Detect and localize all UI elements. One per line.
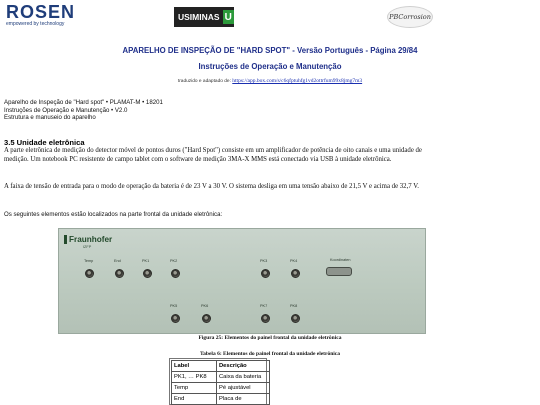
front-panel-table	[171, 360, 270, 405]
label-temp: Temp	[84, 259, 94, 263]
page-title: APARELHO DE INSPEÇÃO DE "HARD SPOT" - Versão Português - Página 29/84	[122, 46, 418, 55]
table-cell-description: Caixa da bateria	[217, 372, 270, 383]
translation-credit	[0, 78, 540, 84]
connector-pk8	[291, 314, 300, 323]
paragraph-front-elements: Os seguintes elementos estão localizados na parte frontal da unidade eletrônica:	[4, 211, 223, 218]
pbcorrosion-logo	[387, 6, 433, 28]
figure-caption: Figura 25: Elementos do painel frontal da unidade eletrônica	[198, 335, 342, 341]
document-meta	[4, 99, 163, 122]
connector-end	[115, 269, 124, 278]
front-panel-figure	[58, 228, 426, 334]
table-cell-label: End	[172, 394, 217, 405]
connector-pk2	[171, 269, 180, 278]
fraunhofer-sub-text: IZFP	[83, 245, 92, 249]
table-caption: Tabela 6: Elementos do painel frontal da unidade eletrônica	[200, 351, 340, 357]
credit-prefix: traduzido e adaptado de:	[177, 79, 231, 84]
page-subtitle: Instruções de Operação e Manutenção	[198, 62, 342, 71]
connector-pk6	[202, 314, 211, 323]
meta-line-device: Aparelho de Inspeção de "Hard spot" • PLAMAT-M • 18201	[4, 99, 163, 106]
paragraph-voltage: A faixa de tensão de entrada para o modo de operação da bateria é de 23 V a 30 V. O sistema desliga em uma tensão abaixo de 21,5 V e acima de 32,7 V.	[4, 183, 419, 190]
fraunhofer-mark-icon	[64, 235, 67, 244]
koordinaten-dsub-connector	[326, 267, 352, 276]
label-pk2: PK2	[170, 259, 178, 263]
label-pk1: PK1	[142, 259, 150, 263]
rosen-logo-text: ROSEN	[6, 2, 76, 22]
meta-line-manual: Instruções de Operação e Manutenção • V2.0	[4, 106, 128, 114]
connector-pk4	[291, 269, 300, 278]
table-cell-description: Pé ajustável	[217, 383, 270, 394]
label-end: End	[114, 259, 121, 263]
label-koordinaten: Koordinaten	[330, 258, 351, 262]
table-header-description: Descrição	[217, 361, 270, 372]
label-pk4: PK4	[290, 259, 298, 263]
table-cell-description: Placa de	[217, 394, 270, 405]
usiminas-logo	[174, 7, 234, 27]
rosen-logo	[6, 3, 75, 27]
fraunhofer-logo-text: Fraunhofer	[69, 235, 113, 244]
label-pk7: PK7	[260, 304, 268, 308]
table-row	[172, 394, 270, 405]
paragraph-electronics: A parte eletrônica de medição do detector móvel de pontos duros ("Hard Spot") consiste em um amplificador de potência de oito canais e uma unidade de medição. Um notebook PC resistente de campo tablet com o software de medição 3MA-X MMS está conectado via USB à unidade eletrônica.	[4, 147, 422, 163]
usiminas-u-icon: U	[223, 10, 234, 24]
section-heading: 3.5 Unidade eletrônica	[4, 138, 85, 147]
connector-pk5	[171, 314, 180, 323]
logo-bar	[0, 0, 540, 38]
rosen-tagline: empowered by technology	[6, 21, 65, 27]
source-link[interactable]: https://app.box.com/s/c6qfptuhfg1vd2ottrfum99x8jmg7m3	[232, 78, 363, 84]
table-row	[172, 383, 270, 394]
connector-pk7	[261, 314, 270, 323]
label-pk5: PK5	[170, 304, 178, 308]
label-pk8: PK8	[290, 304, 298, 308]
connector-pk1	[143, 269, 152, 278]
table-cell-label: PK1, … PK8	[172, 372, 217, 383]
meta-line-chapter: Estrutura e manuseio do aparelho	[4, 114, 96, 122]
table-header-row	[172, 361, 270, 372]
usiminas-logo-text: USIMINAS	[178, 12, 220, 22]
table-cell-label: Temp	[172, 383, 217, 394]
label-pk6: PK6	[201, 304, 209, 308]
label-pk3: PK3	[260, 259, 268, 263]
table-header-label: Label	[172, 361, 217, 372]
connector-temp	[85, 269, 94, 278]
table-row	[172, 372, 270, 383]
pbcorrosion-logo-text: PBCorrosion	[389, 13, 431, 21]
connector-pk3	[261, 269, 270, 278]
